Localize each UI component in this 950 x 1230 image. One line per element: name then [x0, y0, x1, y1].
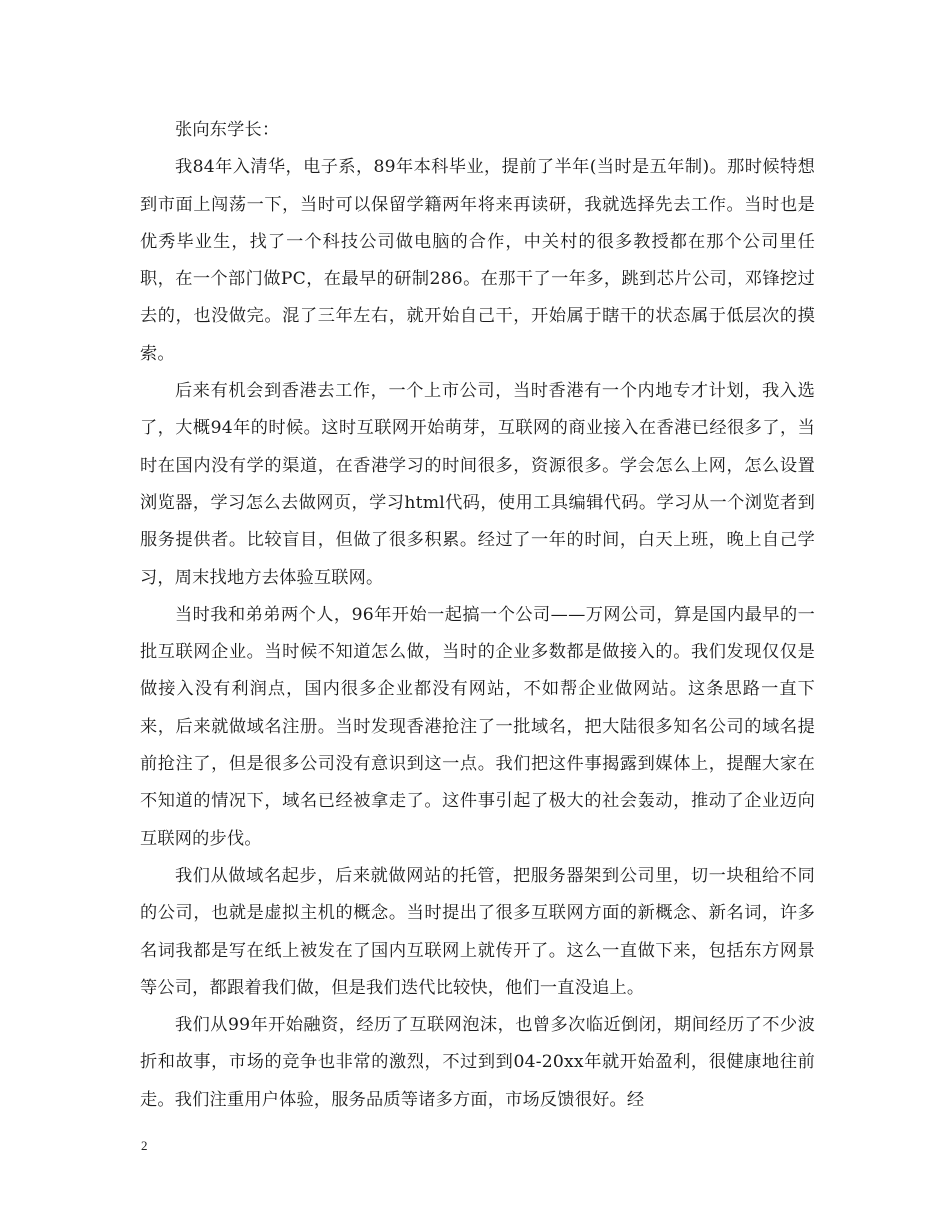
paragraph: 我84年入清华，电子系，89年本科毕业，提前了半年(当时是五年制)。那时候特想到市面上闯荡一下，当时可以保留学籍两年将来再读研，我就选择先去工作。当时也是优秀毕业生，找了一个科技公司做电脑的合作，中关村的很多教授都在那个公司里任职，在一个部门做PC，在最早的研制286。在那干了一年多，跳到芯片公司，邓锋挖过去的，也没做完。混了三年左右，就开始自己干，开始属于瞎干的状态属于低层次的摸索。 [140, 157, 815, 364]
paragraph: 我们从99年开始融资，经历了互联网泡沫，也曾多次临近倒闭，期间经历了不少波折和故事，市场的竞争也非常的激烈，不过到到04-20xx年就开始盈利，很健康地往前走。我们注重用户体验，服务品质等诸多方面，市场反馈很好。经 [140, 1015, 815, 1110]
document-body [140, 112, 815, 1119]
paragraph: 当时我和弟弟两个人，96年开始一起搞一个公司——万网公司，算是国内最早的一批互联网企业。当时候不知道怎么做，当时的企业多数都是做接入的。我们发现仅仅是做接入没有利润点，国内很多企业都没有网站，不如帮企业做网站。这条思路一直下来，后来就做域名注册。当时发现香港抢注了一批域名，把大陆很多知名公司的域名提前抢注了，但是很多公司没有意识到这一点。我们把这件事揭露到媒体上，提醒大家在不知道的情况下，域名已经被拿走了。这件事引起了极大的社会轰动，推动了企业迈向互联网的步伐。 [140, 604, 815, 849]
page-number: 2 [141, 1138, 148, 1153]
salutation: 张向东学长： [175, 120, 280, 140]
paragraph: 后来有机会到香港去工作，一个上市公司，当时香港有一个内地专才计划，我入选了，大概94年的时候。这时互联网开始萌芽，互联网的商业接入在香港已经很多了，当时在国内没有学的渠道，在香港学习的时间很多，资源很多。学会怎么上网，怎么设置浏览器，学习怎么去做网页，学习html代码，使用工具编辑代码。学习从一个浏览者到服务提供者。比较盲目，但做了很多积累。经过了一年的时间，白天上班，晚上自己学习，周末找地方去体验互联网。 [140, 381, 815, 588]
paragraph: 我们从做域名起步，后来就做网站的托管，把服务器架到公司里，切一块租给不同的公司，也就是虚拟主机的概念。当时提出了很多互联网方面的新概念、新名词，许多名词我都是写在纸上被发在了国内互联网上就传开了。这么一直做下来，包括东方网景等公司，都跟着我们做，但是我们迭代比较快，他们一直没追上。 [140, 865, 815, 998]
